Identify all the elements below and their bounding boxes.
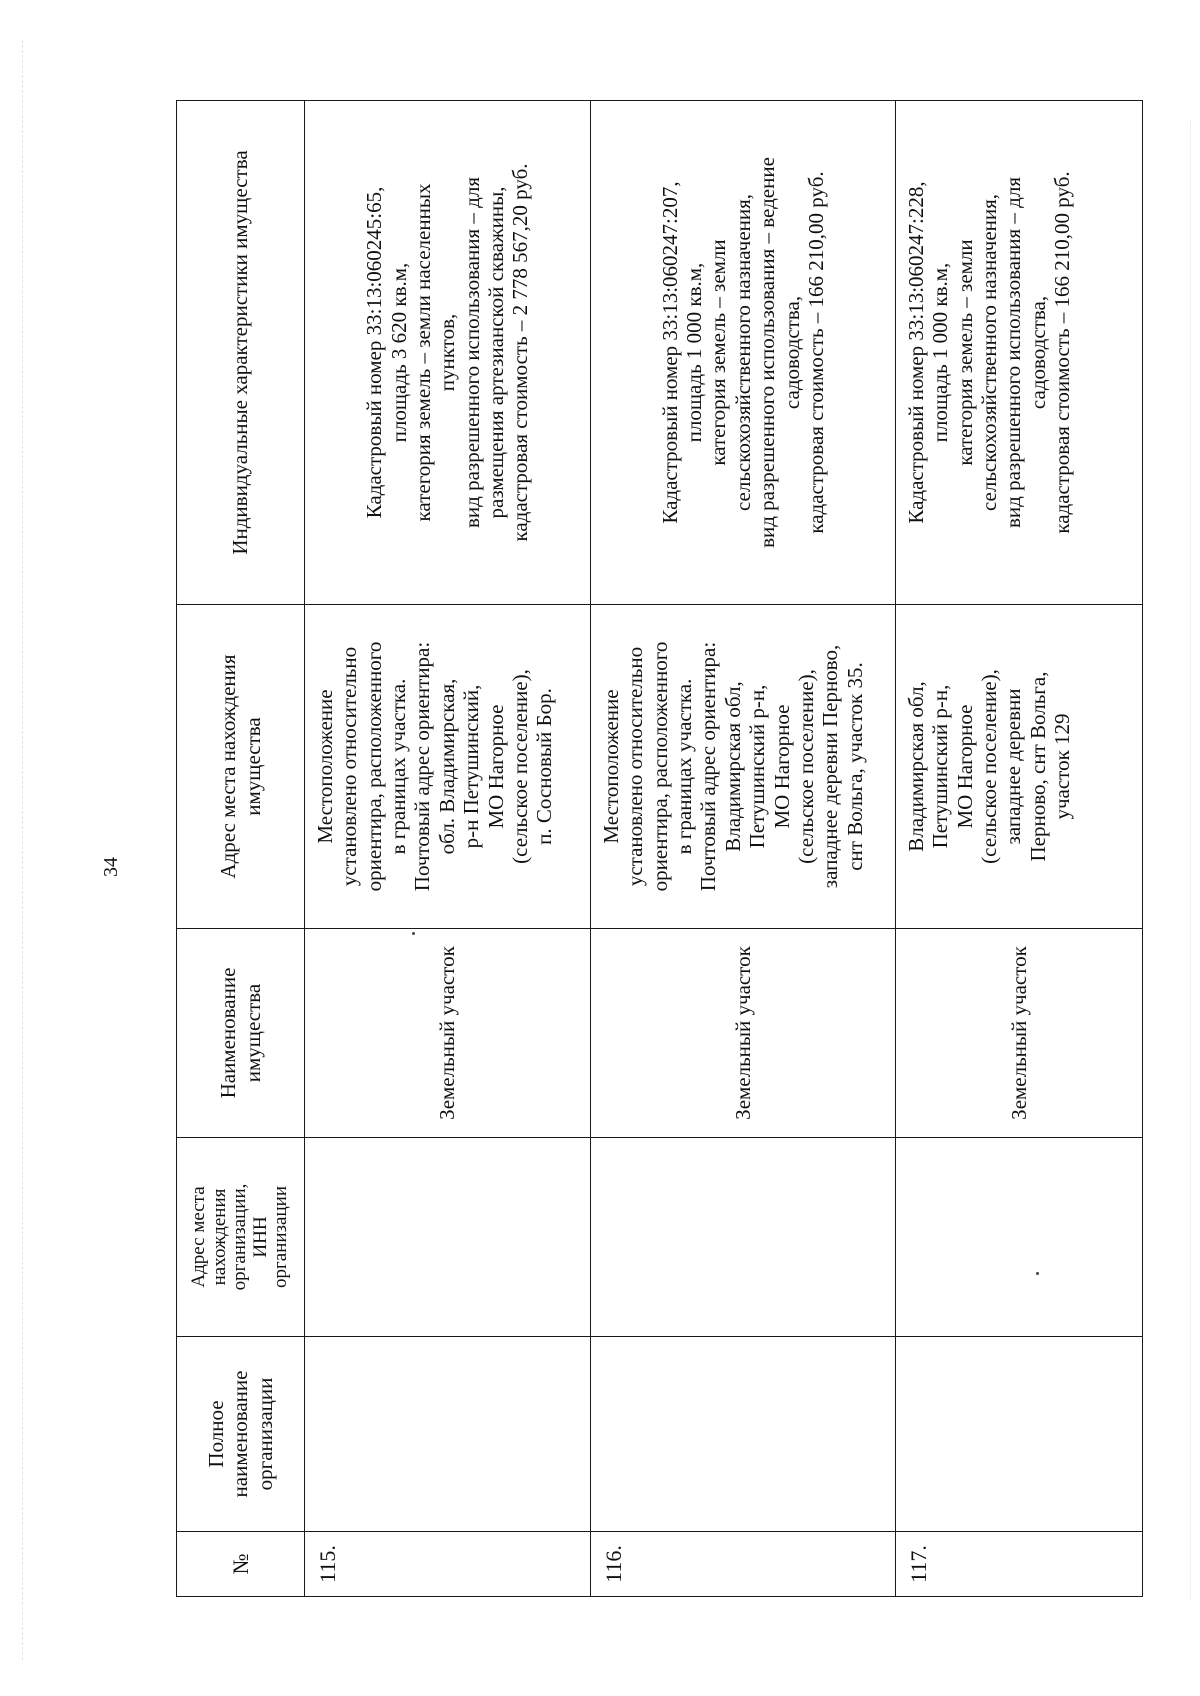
address-line: МО Нагорное bbox=[952, 704, 977, 829]
header-line: Адрес места bbox=[188, 1186, 210, 1288]
scan-edge-right bbox=[1190, 120, 1191, 1600]
characteristics-line: вид разрешенного использования – ведение bbox=[755, 157, 780, 548]
characteristics-line: сельскохозяйственного назначения, bbox=[977, 193, 1002, 512]
address-line: МО Нагорное bbox=[769, 704, 794, 829]
characteristics-line: пунктов, bbox=[435, 313, 460, 392]
header-line: Полное bbox=[203, 1400, 228, 1468]
header-number: № bbox=[177, 1532, 305, 1597]
characteristics-line: садоводства, bbox=[1025, 295, 1050, 410]
characteristics-line: площадь 1 000 кв.м, bbox=[682, 262, 707, 443]
header-line: наименование bbox=[228, 1370, 253, 1498]
header-line: имущества bbox=[240, 983, 265, 1083]
cell-org-name bbox=[896, 1337, 1143, 1532]
address-line: р-н Петушинский, bbox=[459, 684, 484, 849]
cell-property-address bbox=[896, 605, 1143, 929]
address-line: в границах участка. bbox=[672, 678, 697, 855]
scan-speck bbox=[412, 932, 415, 935]
address-line: западнее деревни bbox=[1001, 688, 1026, 845]
header-line: организации, bbox=[229, 1183, 251, 1291]
address-line: Петушинский р-н, bbox=[928, 684, 953, 849]
cell-org-name bbox=[591, 1337, 896, 1532]
characteristics-line: сельскохозяйственного назначения, bbox=[730, 193, 755, 512]
address-line: МО Нагорное bbox=[483, 704, 508, 829]
characteristics-line: кадастровая стоимость – 2 778 567,20 руб. bbox=[508, 163, 533, 542]
characteristics-line: вид разрешенного использования – для bbox=[1001, 177, 1026, 529]
address-line: ориентира, расположенного bbox=[361, 641, 386, 892]
characteristics-line: категория земель – земли населенных bbox=[410, 183, 435, 522]
address-line: западнее деревни Перново, bbox=[818, 644, 843, 889]
address-line: п. Сосновый Бор. bbox=[532, 688, 557, 845]
cell-property-name: Земельный участок bbox=[305, 929, 591, 1138]
address-line: участок 129 bbox=[1050, 713, 1075, 820]
header-line: Адрес места нахождения bbox=[216, 654, 241, 879]
cell-org-address bbox=[591, 1138, 896, 1337]
address-line: Владимирская обл, bbox=[904, 681, 928, 852]
characteristics-line: вид разрешенного использования – для bbox=[459, 177, 484, 529]
header-line: организации bbox=[270, 1186, 292, 1289]
header-line: Индивидуальные характеристики имущества bbox=[228, 150, 253, 555]
row-number: 117. bbox=[896, 1532, 1143, 1597]
cell-property-name: Земельный участок bbox=[896, 929, 1143, 1138]
table-header-row bbox=[177, 101, 305, 1597]
characteristics-line: кадастровая стоимость – 166 210,00 руб. bbox=[1050, 171, 1075, 534]
characteristics-line: садоводства, bbox=[779, 295, 804, 410]
cell-property-name: Земельный участок bbox=[591, 929, 896, 1138]
cell-characteristics bbox=[591, 101, 896, 605]
characteristics-line: Кадастровый номер 33:13:060247:228, bbox=[904, 181, 928, 524]
cell-characteristics bbox=[305, 101, 591, 605]
characteristics-line: категория земель – земли bbox=[952, 239, 977, 466]
address-line: Местоположение bbox=[599, 689, 623, 844]
characteristics-line: категория земель – земли bbox=[706, 239, 731, 466]
characteristics-line: размещения артезианской скважины, bbox=[484, 186, 509, 519]
cell-characteristics bbox=[896, 101, 1143, 605]
header-line: ИНН bbox=[249, 1216, 271, 1258]
address-line: снт Вольга, участок 35. bbox=[842, 662, 867, 871]
characteristics-line: Кадастровый номер 33:13:060247:207, bbox=[657, 181, 682, 524]
cell-org-address bbox=[305, 1138, 591, 1337]
cell-org-name bbox=[305, 1337, 591, 1532]
address-line: обл. Владимирская, bbox=[434, 678, 459, 855]
address-line: (сельское поселение), bbox=[507, 669, 532, 864]
address-line: в границах участка. bbox=[386, 678, 411, 855]
address-line: установлено относительно bbox=[623, 646, 648, 887]
header-line: нахождения bbox=[208, 1188, 230, 1286]
header-org-name bbox=[177, 1337, 305, 1532]
page-number: 34 bbox=[100, 857, 122, 877]
cell-property-address bbox=[305, 605, 591, 929]
property-table bbox=[176, 100, 1143, 1597]
header-characteristics bbox=[177, 101, 305, 605]
cell-property-address bbox=[591, 605, 896, 929]
table-row bbox=[591, 101, 896, 1597]
characteristics-line: площадь 3 620 кв.м, bbox=[386, 262, 411, 443]
table-row bbox=[305, 101, 591, 1597]
address-line: Местоположение bbox=[313, 689, 337, 844]
header-line: Наименование bbox=[216, 967, 241, 1099]
address-line: (сельское поселение), bbox=[793, 669, 818, 864]
address-line: Владимирская обл, bbox=[720, 681, 745, 852]
address-line: Петушинский р-н, bbox=[745, 684, 770, 849]
header-line: организации bbox=[252, 1377, 277, 1491]
row-number: 115. bbox=[305, 1532, 591, 1597]
address-line: Почтовый адрес ориентира: bbox=[410, 641, 435, 892]
characteristics-line: Кадастровый номер 33:13:060245:65, bbox=[362, 186, 387, 519]
scan-edge-left bbox=[22, 40, 23, 1660]
header-property-address bbox=[177, 605, 305, 929]
address-line: (сельское поселение), bbox=[977, 669, 1002, 864]
header-line: имущества bbox=[240, 717, 265, 816]
property-table-rotated bbox=[176, 100, 1137, 1597]
row-number: 116. bbox=[591, 1532, 896, 1597]
header-property-name bbox=[177, 929, 305, 1138]
address-line: Перново, снт Вольга, bbox=[1025, 671, 1050, 862]
table-row bbox=[896, 101, 1143, 1597]
characteristics-line: кадастровая стоимость – 166 210,00 руб. bbox=[803, 171, 828, 534]
address-line: ориентира, расположенного bbox=[647, 641, 672, 892]
characteristics-line: площадь 1 000 кв.м, bbox=[928, 262, 953, 443]
address-line: Почтовый адрес ориентира: bbox=[696, 641, 721, 892]
scan-speck bbox=[1036, 1272, 1039, 1275]
address-line: установлено относительно bbox=[337, 646, 362, 887]
cell-org-address bbox=[896, 1138, 1143, 1337]
header-org-address bbox=[177, 1138, 305, 1337]
